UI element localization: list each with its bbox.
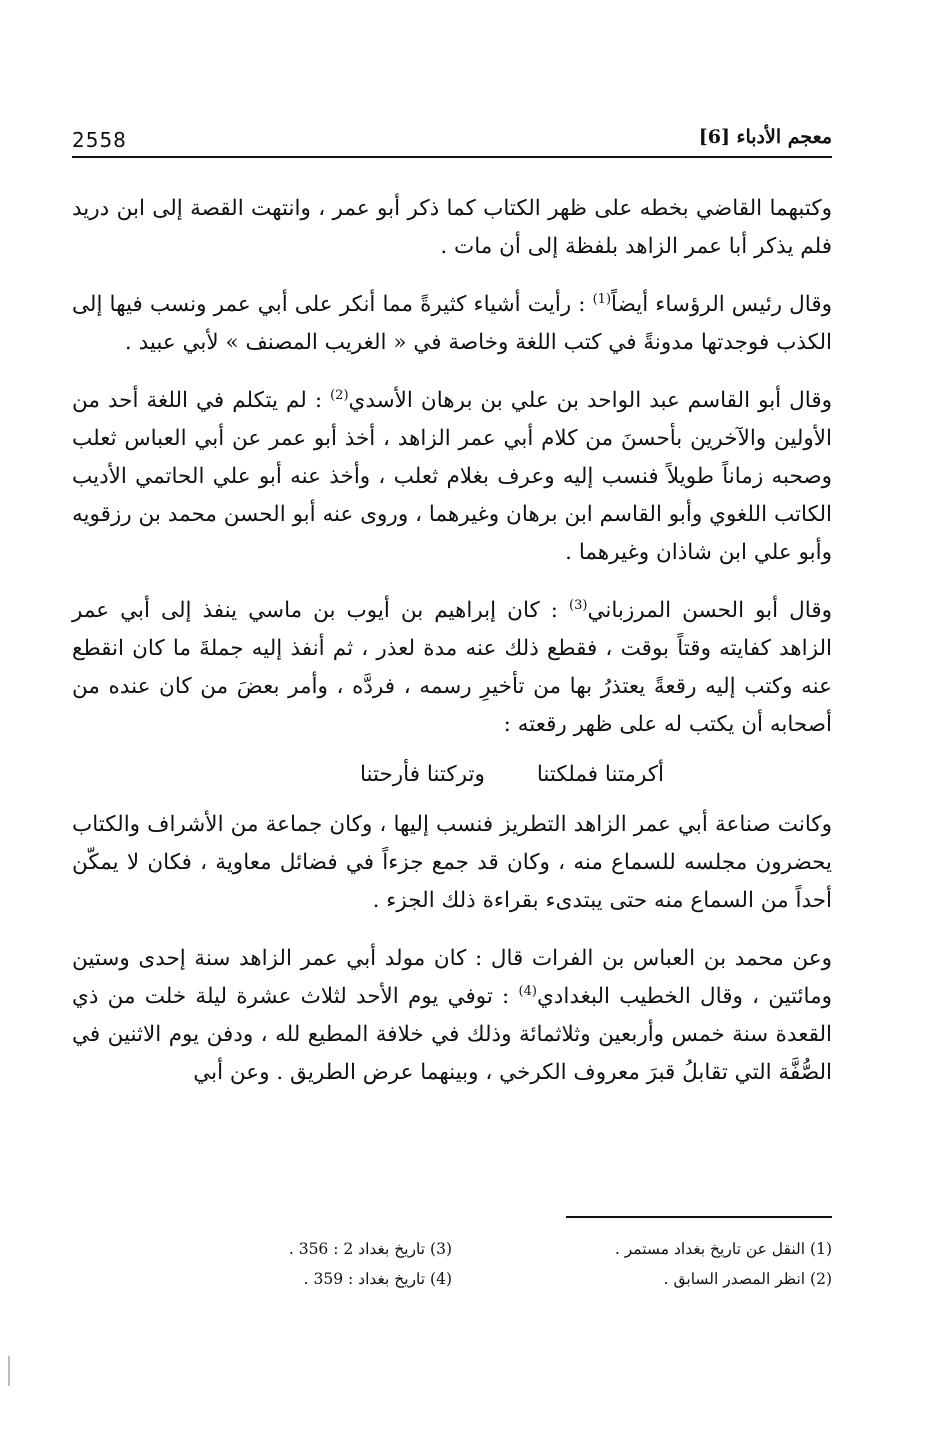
paragraph: وقال أبو الحسن المرزباني$^{(3)}$ : كان إبراهيم بن أيوب بن ماسي ينفذ إلى أبي عمر الزاهد كفايته وقتاً بوقت ، فقطع ذلك عنه مدة لعذر ، ثم أنفذ إليه جملةَ ما كان انقطع عنه وكتب إليه رقعةً يعتذرُ بها من تأخيرِ رسمه ، فردَّه ، وأمر بعضَ من كان عنده من أصحابه أن يكتب له على ظهر رقعته : [72, 597, 832, 737]
page-number: 2558 [72, 128, 127, 152]
running-title: معجم الأدباء [6] [698, 126, 832, 148]
verse-second-hemistich: وتركتنا فأرحتنا [359, 762, 485, 787]
footnote: (4) تاريخ بغداد : 359 . [303, 1270, 452, 1288]
footnote: (2) انظر المصدر السابق . [663, 1270, 832, 1288]
footnote: (1) النقل عن تاريخ بغداد مستمر . [614, 1240, 832, 1258]
scan-edge-mark [8, 1356, 10, 1386]
page-header [72, 122, 832, 158]
footnote-ref: (2) [330, 387, 349, 403]
footnote-divider [566, 1216, 832, 1218]
footnote-ref: (3) [569, 597, 588, 613]
paragraph: وكانت صناعة أبي عمر الزاهد التطريز فنسب إليها ، وكان جماعة من الأشراف والكتاب يحضرون مجلسه للسماع منه ، وكان قد جمع جزءاً في فضائل معاوية ، فكان لا يمكّن أحداً من السماع منه حتى يبتدىء بقراءة ذلك الجزء . [72, 812, 832, 913]
paragraph: وكتبهما القاضي بخطه على ظهر الكتاب كما ذكر أبو عمر ، وانتهت القصة إلى ابن دريد فلم يذكر أبا عمر الزاهد بلفظة إلى أن مات . [72, 196, 832, 259]
footnote-ref: (4) [518, 983, 537, 999]
paragraph: وعن محمد بن العباس بن الفرات قال : كان مولد أبي عمر الزاهد سنة إحدى وستين ومائتين ، وقال الخطيب البغدادي$^{(4)}$ : توفي يوم الأحد لثلاث عشرة ليلة خلت من ذي القعدة سنة خمس وأربعين وثلاثمائة وذلك في خلافة المطيع لله ، ودفن يوم الاثنين في الصُّفَّة التي تقابلُ قبرَ معروف الكرخي ، وبينهما عرض الطريق . وعن أبي [72, 946, 832, 1085]
paragraph: وقال أبو القاسم عبد الواحد بن علي بن برهان الأسدي$^{(2)}$ : لم يتكلم في اللغة أحد من الأولين والآخرين بأحسنَ من كلام أبي عمر الزاهد ، أخذ أبو عمر عن أبي العباس ثعلب وصحبه زماناً طويلاً فنسب إليه وعرف بغلام ثعلب ، وأخذ عنه أبو علي الحاتمي الأديب الكاتب اللغوي وأبو القاسم ابن برهان وغيرهما ، وروى عنه أبو الحسن محمد بن رزقويه وأبو علي ابن شاذان وغيرهما . [72, 387, 832, 565]
footnotes-left-column [212, 1234, 452, 1294]
body-text [72, 190, 832, 1112]
verse-first-hemistich: أكرمتنا فملكتنا [536, 762, 665, 787]
poetry-verse [72, 756, 832, 794]
footnote-ref: (1) [592, 291, 612, 307]
paragraph: وقال رئيس الرؤساء أيضاً$^{(1)}$ : رأيت أشياء كثيرةً مما أنكر على أبي عمر ونسب فيها إلى الكذب فوجدتها مدونةً في كتب اللغة وخاصة في « الغريب المصنف » لأبي عبيد . [72, 291, 832, 355]
footnotes-right-column [532, 1234, 832, 1294]
footnote: (3) تاريخ بغداد 2 : 356 . [288, 1240, 452, 1258]
